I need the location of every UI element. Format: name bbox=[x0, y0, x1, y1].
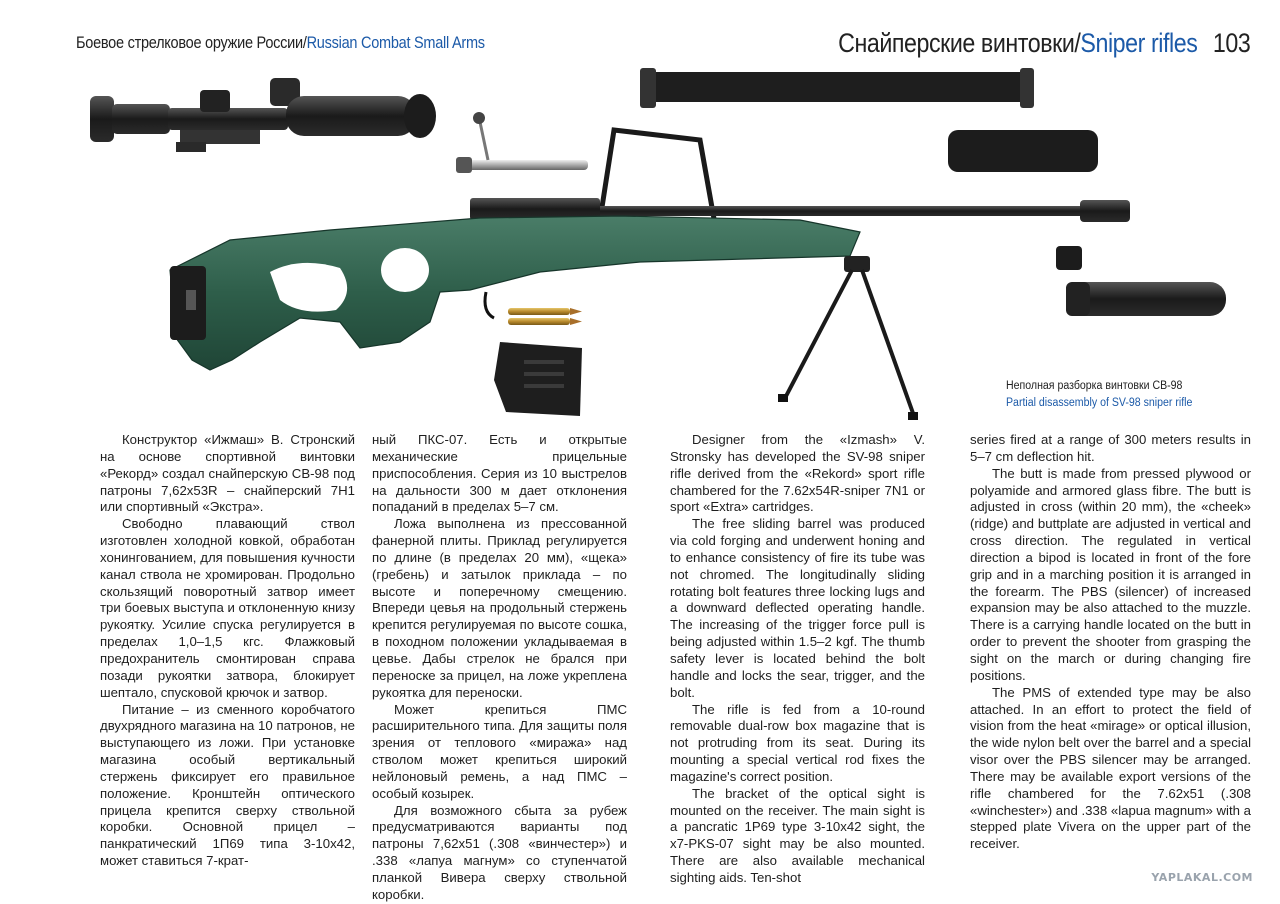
paragraph: Для возможного сбыта за рубеж предусматриваются варианты под патроны 7,62х51 (.308 «винчестер») и .338 «лапуа магнум» со ступенчатой планкой Вивера сверху ствольной коробки. bbox=[372, 802, 627, 902]
box-magazine bbox=[494, 342, 582, 416]
caption-en: Partial disassembly of SV-98 sniper rifle bbox=[1006, 397, 1193, 409]
paragraph: Свободно плавающий ствол изготовлен холодной ковкой, обработан хонингованием, для повышения кучности канал ствола не хромирован. Продольно скользящий поворотный затвор имеет три боевых выступа и отклоненную книзу рукоятку. Усилие спуска регулируется в пределах 1,0–1,5 кгс. Флажковый предохранитель смонтирован справа позади рукоятки затвора, блокирует шептало, спусковой крючок и затвор. bbox=[100, 516, 355, 700]
paragraph: Конструктор «Ижмаш» В. Стронский на основе спортивной винтовки «Рекорд» создал снайперскую СВ-98 под патроны 7,62х53R – снайперский 7Н1 или спортивный «Экстра». bbox=[100, 432, 355, 515]
paragraph: The rifle is fed from a 10-round removable dual-row box magazine that is not protruding from its seat. During its mounting a special vertical rod fixes the magazine's correct position. bbox=[670, 701, 925, 784]
paragraph: Может крепиться ПМС расширительного типа. Для защиты поля зрения от теплового «миража» над стволом может крепиться широкий нейлоновый ремень, а над ПМС – особый козырек. bbox=[372, 701, 627, 801]
paragraph: The free sliding barrel was produced via cold forging and underwent honing and to enhance consistency of fire its tube was not chromed. The longitudinally sliding rotating bolt features three locking lugs and a downward deflected operating handle. The increasing of the trigger force pull is being adjusted within 1.5–2 kgf. The thumb safety lever is located behind the bolt handle and locks the sear, trigger, and the bolt. bbox=[670, 516, 925, 700]
nylon-sling bbox=[640, 68, 1034, 108]
paragraph: The PMS of extended type may be also attached. In an effort to protect the field of vision from the heat «mirage» or optical illusion, the wide nylon belt over the barrel and a special visor over the PBS silencer may be arranged. There may be available export versions of the rifle chambered for the 7.62x51 (.308 «winchester») and .338 «lapua magnum» with a stepped plate Vivera on the upper part of the receiver. bbox=[970, 684, 1251, 852]
page-number: 103 bbox=[1212, 28, 1250, 58]
running-header-left bbox=[76, 34, 485, 53]
header-right-ru: Снайперские винтовки/ bbox=[837, 28, 1081, 58]
paragraph: Designer from the «Izmash» V. Stronsky has developed the SV-98 sniper rifle derived from the «Rekord» sport rifle chambered for the 7.62x54R-sniper 7N1 or sport «Extra» cartridges. bbox=[670, 432, 925, 515]
caption-ru: Неполная разборка винтовки СВ-98 bbox=[1006, 380, 1183, 392]
paragraph: The butt is made from pressed plywood or polyamide and armored glass fibre. The butt is adjusted in cross (within 20 mm), the «cheek» (ridge) and buttplate are adjusted in vertical and cross direction. The regulated in vertical direction a bipod is located in front of the fore grip and in a marching position it is arranged in the forearm. The PBS (silencer) of increased expansion may be also attached to the muzzle. There is a carrying handle located on the butt in order to prevent the shooter from grasping the sight on the march or during changing fire positions. bbox=[970, 465, 1251, 683]
text-column-ru-1 bbox=[100, 432, 355, 870]
paragraph: Ложа выполнена из прессованной фанерной плиты. Приклад регулируется по длине (в пределах 20 мм), «щека» (гребень) и затылок приклада – по высоте и поперечному смещению. Впереди цевья на продольный стержень крепится регулируемая по высоте сошка, в походном положении укладываемая в цевье. Дабы стрелок не брался при переноске за прицел, на ложе укреплена рукоятка для переноски. bbox=[372, 516, 627, 700]
bipod bbox=[778, 256, 918, 420]
silencer-visor bbox=[948, 130, 1098, 172]
header-left-ru: Боевое стрелковое оружие России/ bbox=[76, 34, 307, 52]
running-header-right bbox=[838, 28, 1250, 59]
figure-caption bbox=[1006, 378, 1192, 412]
paragraph: ный ПКС-07. Есть и открытые механические прицельные приспособления. Серия из 10 выстрелов на дальности 300 м дает отклонения попаданий в пределах 5–7 см. bbox=[372, 432, 627, 515]
watermark: YAPLAKAL.COM bbox=[1151, 871, 1253, 884]
optical-scope bbox=[90, 78, 436, 152]
text-column-en-2 bbox=[970, 432, 1251, 853]
rifle-disassembly-illustration bbox=[0, 60, 1280, 430]
header-left-en: Russian Combat Small Arms bbox=[306, 34, 485, 52]
text-column-en-1 bbox=[670, 432, 925, 887]
cartridges bbox=[508, 308, 582, 325]
paragraph: The bracket of the optical sight is mounted on the receiver. The main sight is a pancratic 1P69 type 3-10x42 sight, the x7-PKS-07 sight may be also mounted. There are also available mechanical sighting aids. Ten-shot bbox=[670, 785, 925, 885]
paragraph: series fired at a range of 300 meters results in 5–7 cm deflection hit. bbox=[970, 432, 1251, 464]
header-right-en: Sniper rifles bbox=[1080, 28, 1198, 58]
silencer-parts bbox=[1056, 246, 1226, 316]
paragraph: Питание – из сменного коробчатого двухрядного магазина на 10 патронов, не выступающего из ложи. При установке магазина особый вертикальный стержень фиксирует его правильное положение. Кронштейн оптического прицела крепится сверху ствольной коробки. Основной прицел – панкратический 1П69 типа 3-10х42, может ставиться 7-крат- bbox=[100, 701, 355, 869]
bolt-assembly bbox=[456, 112, 588, 173]
text-column-ru-2 bbox=[372, 432, 627, 904]
